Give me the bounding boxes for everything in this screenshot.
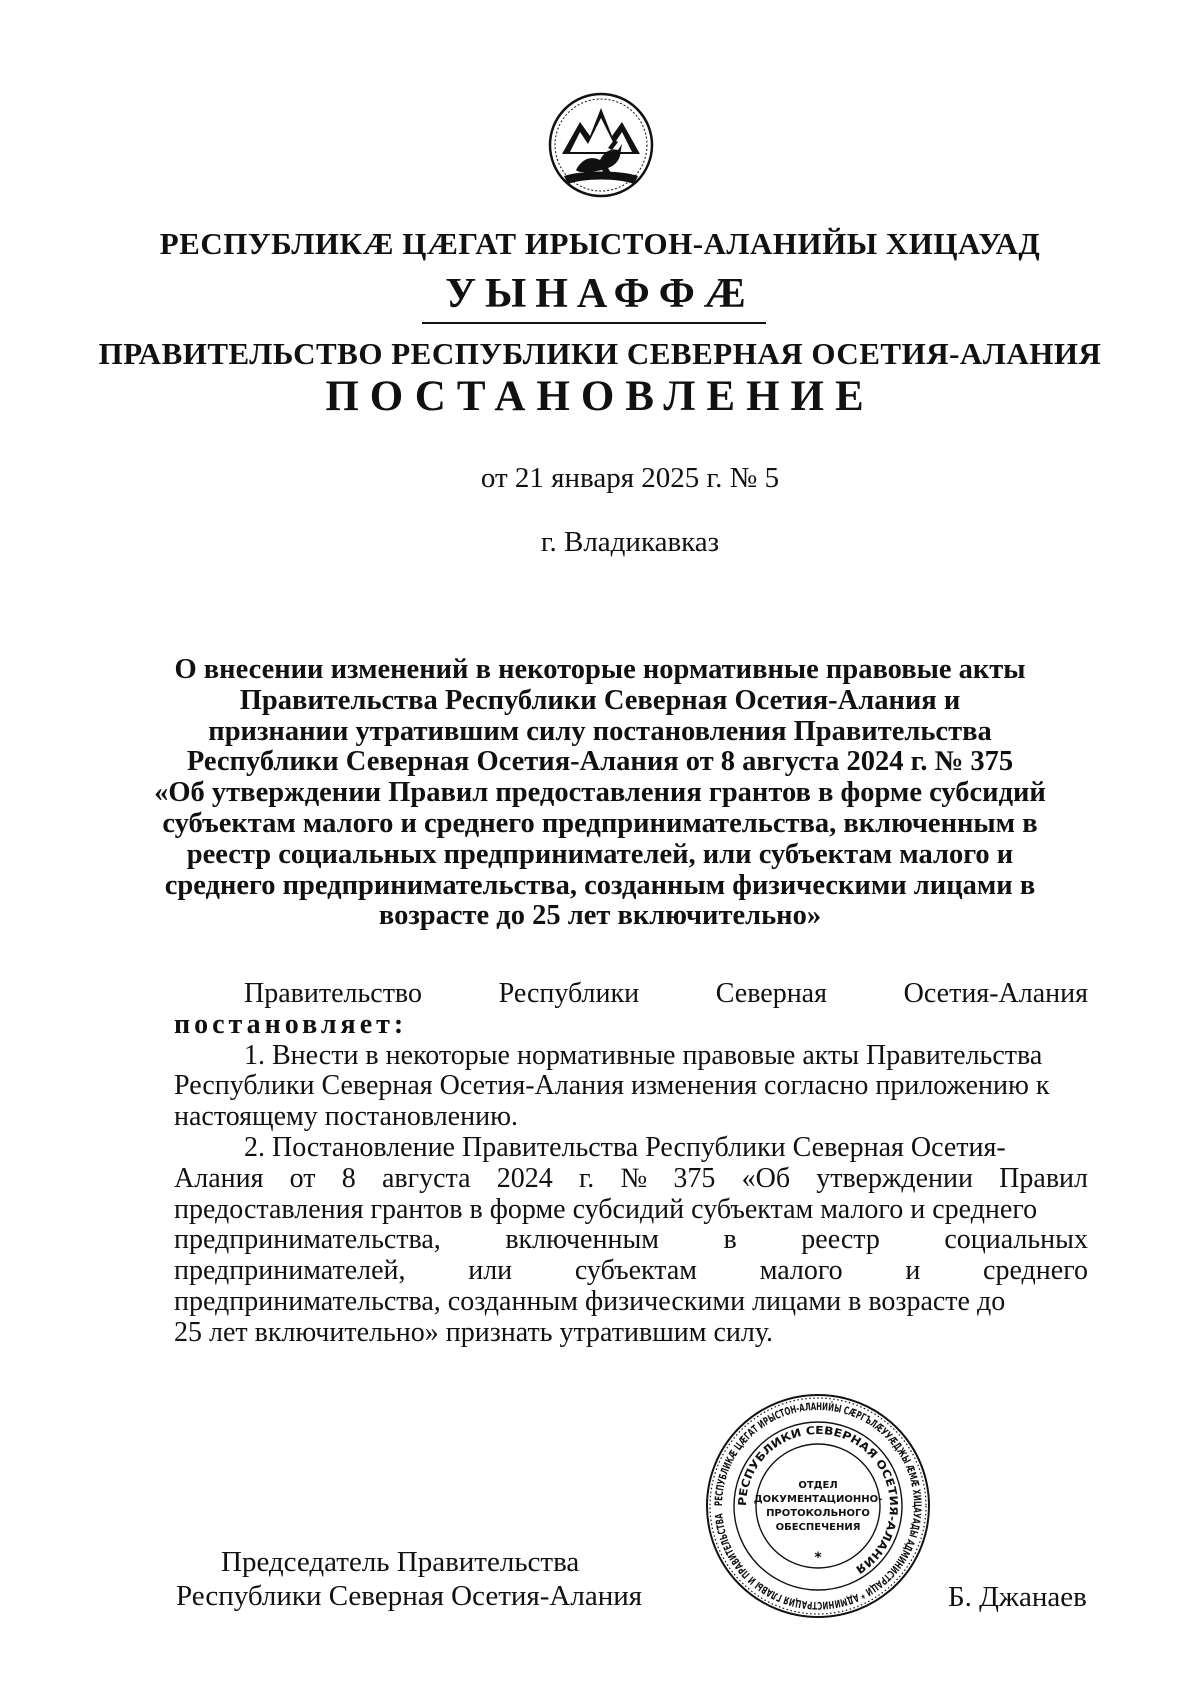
- header-divider: [422, 322, 766, 324]
- word: 2024: [496, 1162, 553, 1194]
- signatory-name: Б. Джанаев: [948, 1581, 1087, 1613]
- subject-line: Республики Северная Осетия-Алания от 8 августа 2024 г. № 375: [186, 746, 1014, 778]
- seal-center-line: ПРОТОКОЛЬНОГО: [766, 1508, 870, 1519]
- decree-title: ПОСТАНОВЛЕНИЕ: [325, 373, 875, 420]
- position-line: Республики Северная Осетия-Алания: [176, 1580, 643, 1612]
- word: августа: [381, 1162, 471, 1194]
- word: Северная: [715, 978, 827, 1009]
- seal-center-line: ОТДЕЛ: [798, 1480, 838, 1491]
- word: малого: [759, 1255, 843, 1287]
- word: предпринимателей,: [174, 1255, 406, 1287]
- seal-center-line: ОБЕСПЕЧЕНИЯ: [775, 1522, 861, 1533]
- word: или: [468, 1255, 513, 1287]
- word: утверждении: [816, 1162, 973, 1194]
- intro-line: [174, 979, 1088, 1010]
- subject-line: признании утратившим силу постановления Правительства: [208, 715, 992, 747]
- item-1-line: настоящему постановлению.: [174, 1101, 518, 1133]
- item-2-line: 25 лет включительно» признать утратившим силу.: [174, 1316, 774, 1348]
- seal-middle-ring-text: РЕСПУБЛИКИ СЕВЕРНАЯ ОСЕТИЯ-АЛАНИЯ: [735, 1423, 901, 1576]
- item-2-line: предоставления грантов в форме субсидий субъектам малого и среднего: [174, 1193, 1038, 1225]
- word: от: [289, 1162, 316, 1194]
- item-2-line: [174, 1256, 1088, 1287]
- word: в: [723, 1224, 737, 1256]
- word: среднего: [983, 1255, 1088, 1287]
- word: «Об: [741, 1162, 791, 1194]
- official-seal-icon: [704, 1392, 932, 1620]
- subject-line: среднего предпринимательства, созданным физическими лицами в: [164, 869, 1036, 901]
- word: 8: [341, 1162, 356, 1194]
- subject-line: субъектам малого и среднего предпринимательства, включенным в: [162, 807, 1038, 839]
- signatory-position: [176, 1545, 642, 1613]
- seal-outer-ring-text: РЕСПУБЛИКӔ ЦӔГАТ ИРЫСТОН-АЛАНИЙЫ СӔРГЪЛӔУУӔДЖЫ ӔМӔ ХИЦАУАДЫ АДМИНИСТРАЦИ * АДМИНИСТРАЦИЯ ГЛАВЫ И ПРАВИТЕЛЬСТВА: [712, 1400, 924, 1612]
- item-2-line: предпринимательства, созданным физическими лицами в возрасте до: [174, 1285, 1006, 1317]
- word: субъектам: [574, 1255, 697, 1287]
- word: 375: [673, 1162, 716, 1194]
- seal-star: *: [814, 1550, 822, 1566]
- coat-of-arms-icon: [548, 92, 654, 198]
- subject-line: Правительства Республики Северная Осетия-Алания и: [239, 684, 961, 716]
- position-line: Председатель Правительства: [221, 1546, 580, 1578]
- item-1-line: 1. Внести в некоторые нормативные правовые акты Правительства: [244, 1039, 1043, 1071]
- subject-line: «Об утверждении Правил предоставления грантов в форме субсидий: [154, 777, 1046, 809]
- word: предпринимательства,: [174, 1224, 441, 1256]
- subject-line: О внесении изменений в некоторые нормативные правовые акты: [174, 654, 1026, 685]
- decree-date-number: от 21 января 2025 г. № 5: [480, 462, 780, 494]
- republic-title-ossetian: РЕСПУБЛИКӔ ЦӔГАТ ИРЫСТОН-АЛАНИЙЫ ХИЦАУАД: [159, 226, 1041, 261]
- subject-line: реестр социальных предпринимателей, или субъектам малого и: [186, 838, 1014, 870]
- item-1-line: Республики Северная Осетия-Алания изменения согласно приложению к: [174, 1070, 1050, 1102]
- decree-subject: [150, 655, 1050, 932]
- item-2-line: [174, 1225, 1088, 1256]
- word: Осетия-Алания: [903, 978, 1088, 1009]
- decree-title-ossetian: УЫНАФФӔ: [445, 271, 755, 317]
- word: Алания: [174, 1162, 264, 1194]
- government-title: ПРАВИТЕЛЬСТВО РЕСПУБЛИКИ СЕВЕРНАЯ ОСЕТИЯ-АЛАНИЯ: [98, 336, 1102, 371]
- word: и: [905, 1255, 921, 1287]
- item-2-line: 2. Постановление Правительства Республики Северная Осетия-: [244, 1131, 1006, 1163]
- decree-body: [174, 979, 1088, 1349]
- word: включенным: [505, 1224, 659, 1256]
- word: г.: [578, 1162, 595, 1194]
- subject-line: возрасте до 25 лет включительно»: [378, 900, 822, 932]
- word: Правил: [999, 1162, 1088, 1194]
- resolves-label: постановляет:: [174, 1008, 408, 1040]
- decree-city: г. Владикавказ: [540, 526, 720, 558]
- word: Республики: [498, 978, 640, 1009]
- word: социальных: [944, 1224, 1088, 1256]
- word: №: [620, 1162, 648, 1194]
- word: реестр: [801, 1224, 880, 1256]
- item-2-line: [174, 1164, 1088, 1195]
- word: Правительство: [244, 978, 422, 1009]
- seal-center-line: ДОКУМЕНТАЦИОННО-: [753, 1494, 883, 1505]
